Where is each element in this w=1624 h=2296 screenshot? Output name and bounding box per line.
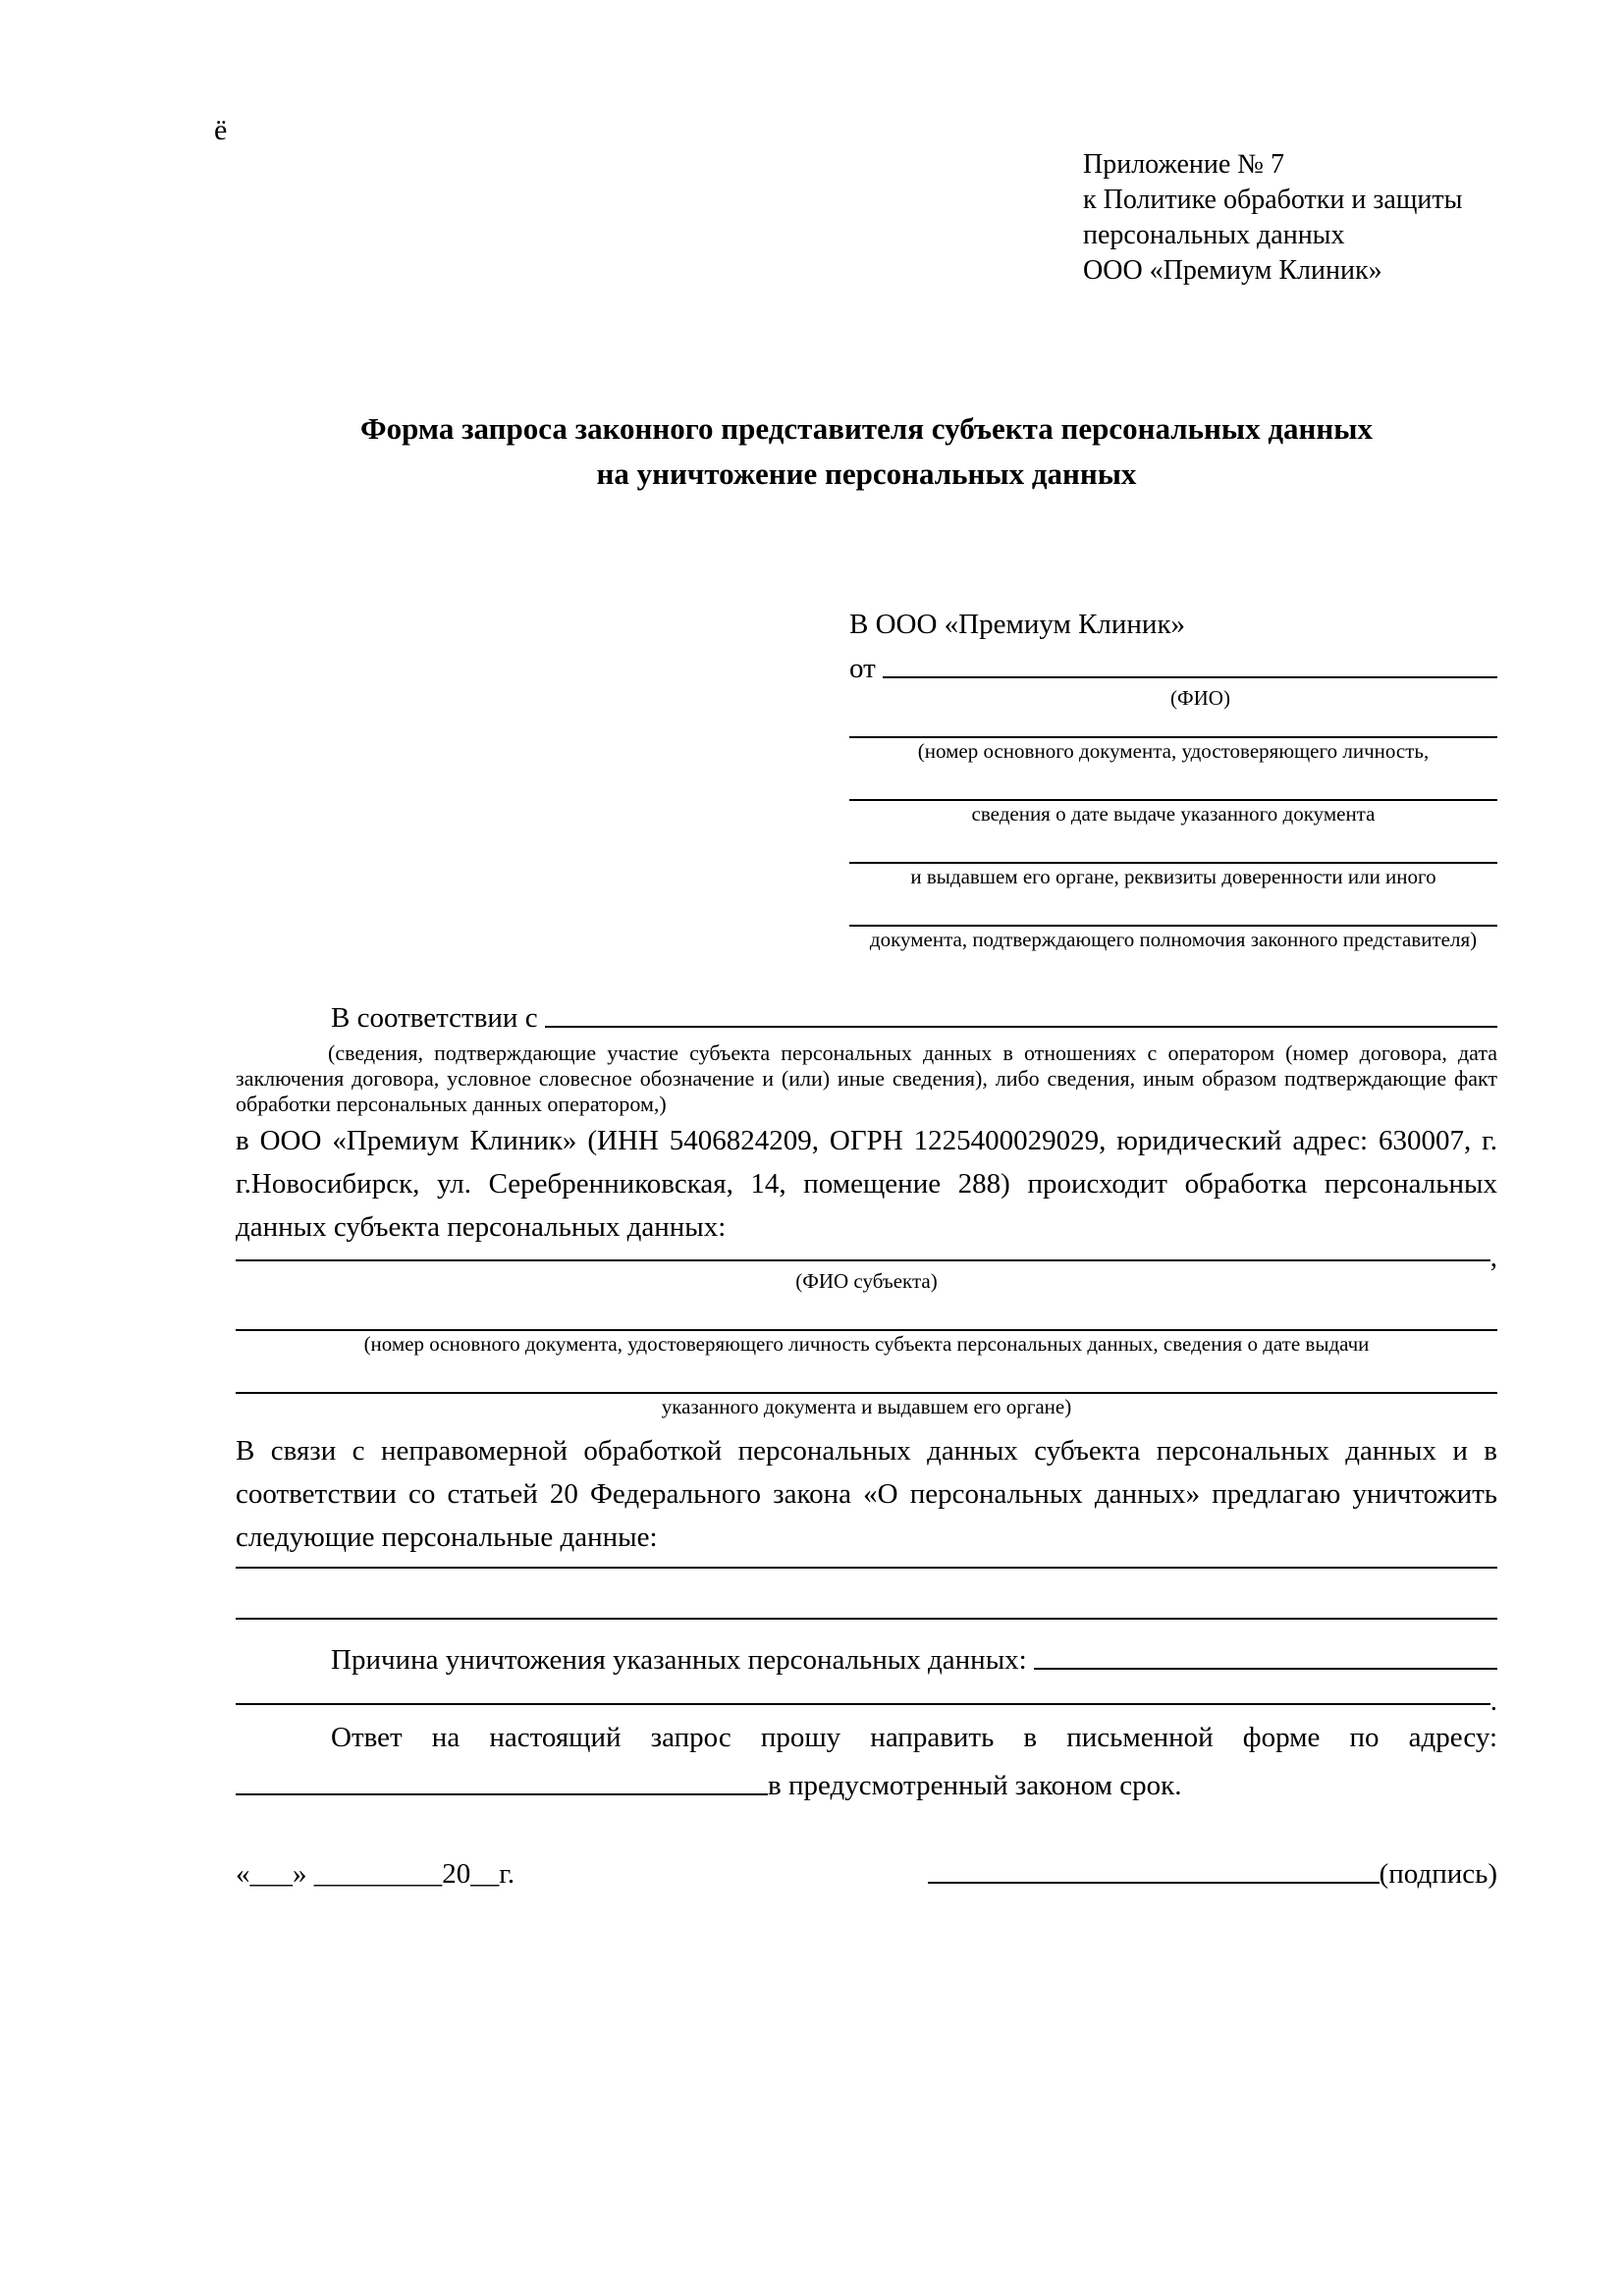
addressee-to: В ООО «Премиум Клиник»	[849, 609, 1186, 640]
from-label: от	[849, 653, 876, 684]
fill-in-line	[883, 676, 1497, 678]
field-caption: (номер основного документа, удостоверяющего личность субъекта персональных данных, сведения о дате выдачи	[363, 1332, 1370, 1356]
accordance-label: В соответствии с	[331, 1002, 538, 1034]
line-suffix: ,	[1489, 1242, 1497, 1273]
fill-in-line	[236, 1703, 1490, 1705]
document-title	[236, 406, 1497, 497]
field-caption: (ФИО субъекта)	[795, 1269, 938, 1293]
fill-in-line	[1034, 1668, 1497, 1670]
line-suffix: .	[1489, 1685, 1497, 1717]
fill-in-line	[236, 1559, 1497, 1569]
signature-field	[928, 1858, 1497, 1891]
operator-paragraph: в ООО «Премиум Клиник» (ИНН 5406824209, ОГРН 1225400029029, юридический адрес: 630007, г. г.Новосибирск, ул. Серебренниковская, 14, помещение 288) происходит обработка персональных данных субъекта персональных данных:	[236, 1125, 1497, 1243]
appendix-line: Приложение № 7	[1083, 149, 1284, 180]
stray-character: ё	[214, 114, 228, 146]
title-line-1: Форма запроса законного представителя субъекта персональных данных	[360, 411, 1373, 446]
appendix-note	[1083, 147, 1497, 289]
reason-row	[236, 1635, 1497, 1677]
subject-fio-line	[236, 1242, 1497, 1273]
appendix-line: ООО «Премиум Клиник»	[1083, 255, 1382, 286]
fill-in-line	[236, 1569, 1497, 1620]
destroy-paragraph: В связи с неправомерной обработкой персональных данных субъекта персональных данных и в соответствии со статьей 20 Федерального закона «О персональных данных» предлагаю уничтожить следующие персональные данные:	[236, 1435, 1497, 1553]
field-caption: указанного документа и выдавшем его органе)	[661, 1395, 1072, 1418]
fill-in-line	[236, 1793, 768, 1795]
appendix-line: к Политике обработки и защиты	[1083, 185, 1463, 215]
field-caption: (номер основного документа, удостоверяющего личность,	[917, 739, 1430, 763]
date-field: «___» _________20__г.	[236, 1858, 515, 1890]
title-line-2: на уничтожение персональных данных	[596, 456, 1137, 491]
field-caption: и выдавшем его органе, реквизиты доверенности или иного	[910, 865, 1436, 888]
fill-in-line	[236, 1357, 1497, 1394]
fill-in-line	[849, 889, 1497, 927]
fill-in-line	[849, 827, 1497, 864]
field-caption: (ФИО)	[1170, 686, 1230, 710]
field-caption: сведения о дате выдаче указанного документа	[971, 802, 1376, 826]
accordance-caption: (сведения, подтверждающие участие субъекта персональных данных в отношениях с оператором (номер договора, дата заключения договора, условное словесное обозначение и (или) иные сведения), либо сведения, иным образом подтверждающие факт обработки персональных данных оператором,)	[236, 1041, 1497, 1116]
footer-row	[236, 1847, 1497, 1891]
response-paragraph: Ответ на настоящий запрос прошу направить в письменной форме по адресу:	[331, 1722, 1497, 1753]
fill-in-line	[545, 1026, 1497, 1028]
reason-label: Причина уничтожения указанных персональных данных:	[331, 1644, 1027, 1676]
fill-in-line	[849, 711, 1497, 738]
field-caption: документа, подтверждающего полномочия законного представителя)	[869, 928, 1478, 951]
response-address-line	[236, 1759, 1497, 1802]
fill-in-line	[236, 1294, 1497, 1331]
response-suffix: в предусмотренный законом срок.	[768, 1770, 1182, 1801]
fill-in-line	[236, 1259, 1490, 1261]
fill-in-line	[928, 1882, 1380, 1884]
reason-continuation-line	[236, 1677, 1497, 1717]
from-row	[849, 644, 1497, 685]
signature-caption: (подпись)	[1379, 1858, 1497, 1890]
appendix-line: персональных данных	[1083, 220, 1345, 250]
accordance-row	[236, 993, 1497, 1035]
addressee-block	[849, 605, 1497, 952]
fill-in-line	[849, 764, 1497, 801]
